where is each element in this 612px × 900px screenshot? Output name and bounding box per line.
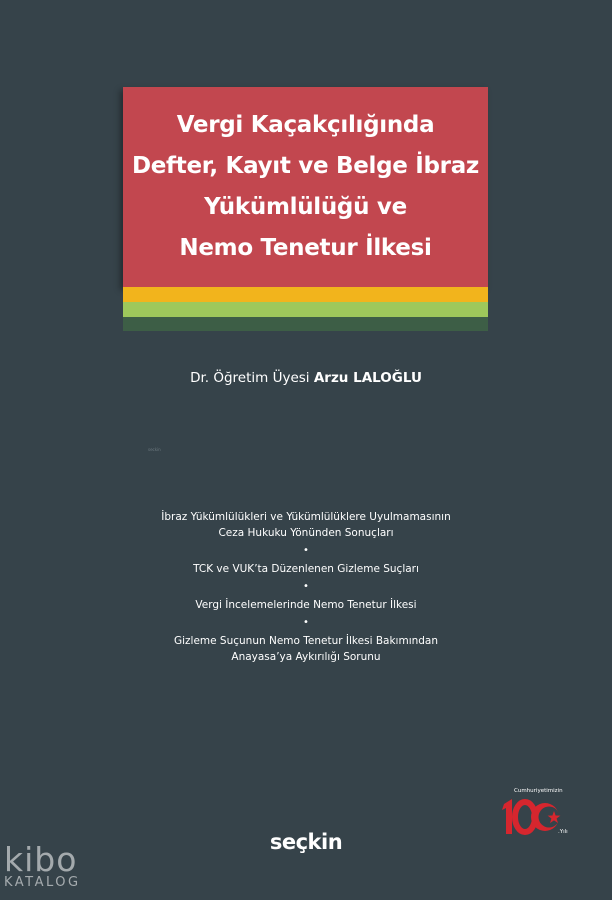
watermark-brand: kibo xyxy=(4,840,78,879)
title-line-3: Yükümlülüğü ve xyxy=(204,194,407,220)
badge-suffix: .Yılı xyxy=(558,829,568,835)
tiny-publisher-mark: seckin xyxy=(148,447,161,452)
topic-3: Vergi İncelemelerinde Nemo Tenetur İlkesi xyxy=(195,599,417,611)
dark-green-stripe xyxy=(123,317,488,331)
title-line-2: Defter, Kayıt ve Belge İbraz xyxy=(131,153,480,179)
watermark-sub: KATALOG xyxy=(4,875,81,890)
topic-bullet: • xyxy=(303,581,309,592)
title-block xyxy=(123,87,488,287)
kibo-watermark xyxy=(4,840,81,890)
topic-1-line-1: İbraz Yükümlülükleri ve Yükümlülüklere Uyulmamasının xyxy=(161,511,451,523)
yellow-stripe xyxy=(123,287,488,302)
topic-4-line-2: Anayasa’ya Aykırılığı Sorunu xyxy=(231,651,381,663)
topics-list xyxy=(0,509,612,665)
title-line-1: Vergi Kaçakçılığında xyxy=(176,112,435,138)
author-prefix: Dr. Öğretim Üyesi xyxy=(190,370,314,386)
topic-bullet: • xyxy=(303,617,309,628)
author-line xyxy=(0,370,612,386)
author-name: Arzu LALOĞLU xyxy=(313,370,422,386)
badge-caption: Cumhuriyetimizin xyxy=(514,788,563,794)
publisher-logo: seçkin xyxy=(269,830,343,854)
topic-2: TCK ve VUK’ta Düzenlenen Gizleme Suçları xyxy=(193,563,419,575)
topic-1-line-2: Ceza Hukuku Yönünden Sonuçları xyxy=(218,527,394,539)
light-green-stripe xyxy=(123,302,488,317)
title-line-4: Nemo Tenetur İlkesi xyxy=(179,235,432,261)
topic-bullet: • xyxy=(303,545,309,556)
topic-4-line-1: Gizleme Suçunun Nemo Tenetur İlkesi Bakımından xyxy=(173,635,439,647)
